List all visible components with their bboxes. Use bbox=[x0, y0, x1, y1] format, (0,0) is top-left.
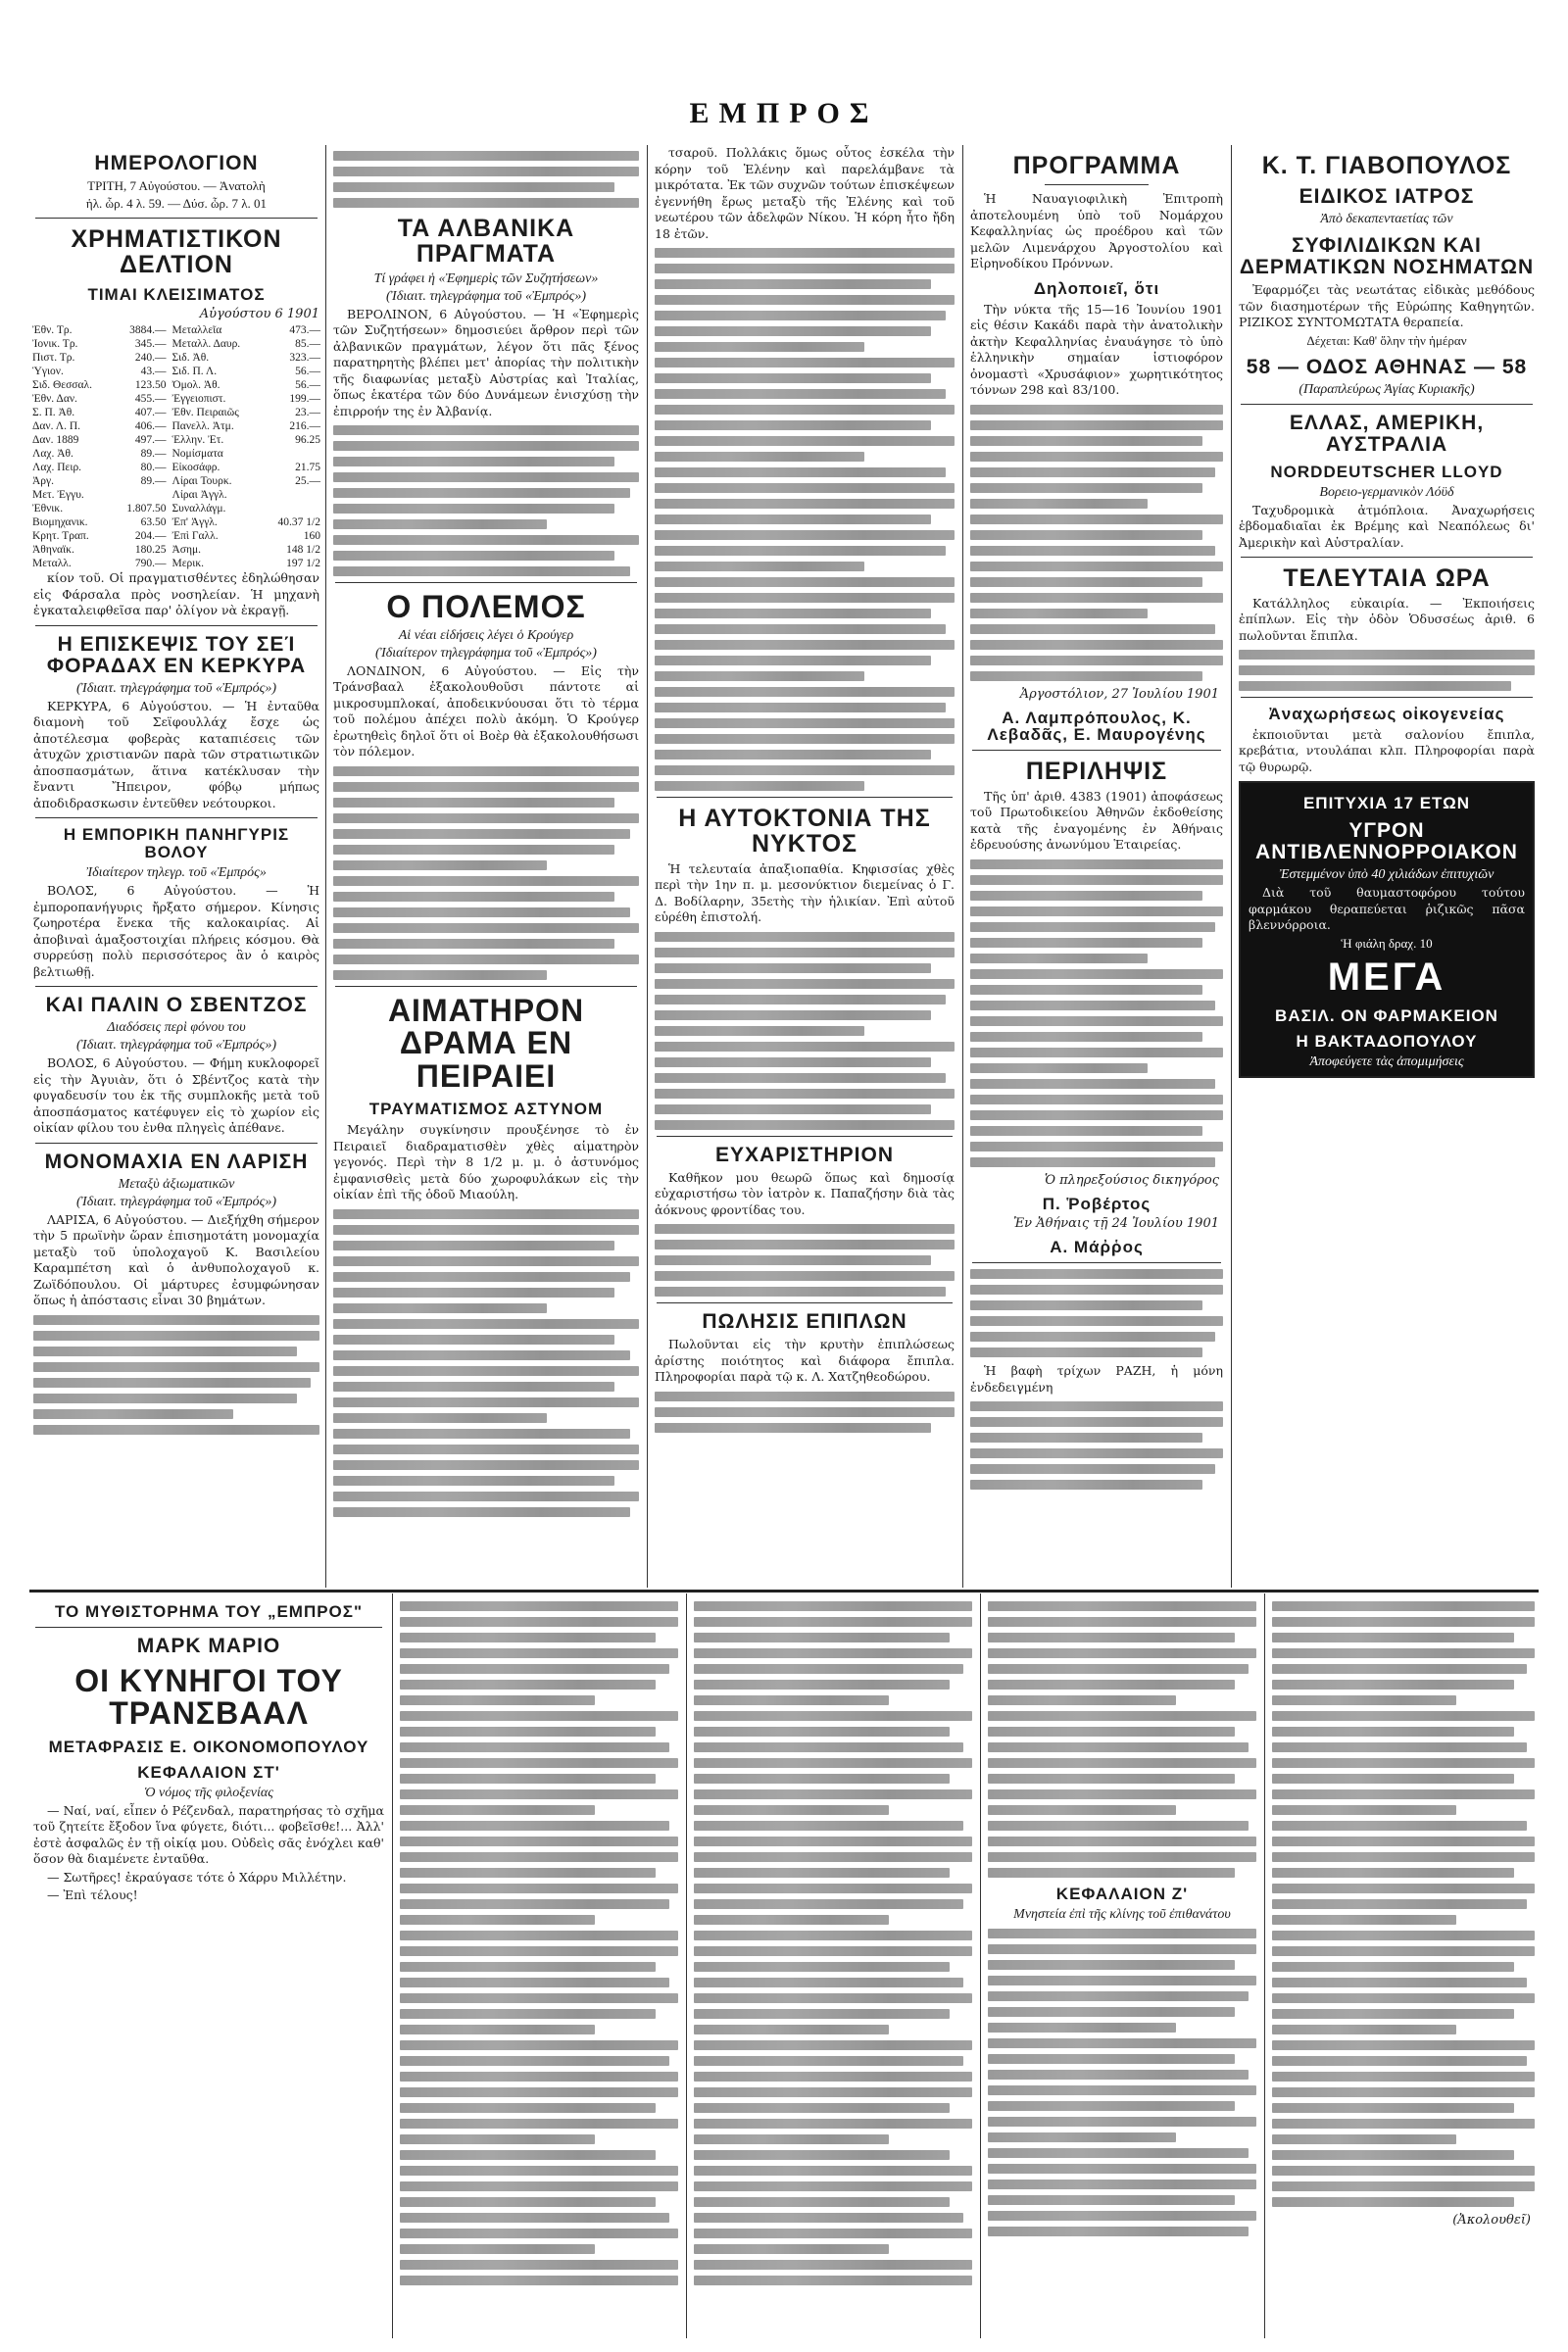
market-price: 323.— bbox=[289, 352, 320, 365]
column-rule bbox=[1264, 1593, 1265, 2338]
text-filler bbox=[970, 1269, 1223, 1357]
perilipsis-signature-label: Ὁ πληρεξούσιος δικηγόρος bbox=[1044, 1172, 1219, 1188]
market-price: 790.— bbox=[134, 558, 167, 570]
market-security-name: Μετ. Ἐγγυ. bbox=[32, 489, 84, 502]
serial-column-1 bbox=[29, 1595, 388, 2340]
suicide-headline: Η ΑΥΤΟΚΤΟΝΙΑ ΤΗΣ ΝΥΚΤΟΣ bbox=[678, 805, 931, 858]
remedy-subtitle: Ἐστεμμένον ὑπὸ 40 χιλιάδων ἐπιτυχιῶν bbox=[1279, 867, 1494, 883]
market-price: 407.— bbox=[134, 407, 167, 419]
notice-date: Ἀργοστόλιον, 27 Ἰουλίου 1901 bbox=[1019, 686, 1219, 702]
volos-text: ΒΟΛΟΣ, 6 Αὐγούστου. — Ἡ ἐμποροπανήγυρις ἤρξατο σήμερον. Κίνησις ζωηροτέρα ἕνεκα τῆς καλοκαιρίας. Αἱ ἀποβιναὶ ἁμαξοστοιχίαι πλήρεις κόσμου. Θὰ συρρεύσῃ πολὺ περισσότερος ἂν ὁ καιρὸς βελτιωθῇ. bbox=[33, 883, 319, 979]
doctor-name: Κ. Τ. ΓΙΑΒΟΠΟΥΛΟΣ bbox=[1261, 152, 1512, 179]
almanac-title: ΗΜΕΡΟΛΟΓΙΟΝ bbox=[94, 152, 259, 174]
drama-text: Μεγάλην συγκίνησιν προυξένησε τὸ ἐν Πειραιεῖ διαδραματισθὲν χθὲς αἱματηρὸν γεγονός. Περὶ τὴν 8 1/2 μ. μ. ὁ ἀστυνόμος ἐμφανισθεὶς μετὰ δύο χωροφυλάκων εἰς τὴν οἰκίαν ἐπὶ τῆς ὁδοῦ Μιαούλη. bbox=[333, 1122, 639, 1202]
market-security-name: Ἀργ. bbox=[32, 475, 55, 488]
separator bbox=[35, 817, 318, 818]
market-security-name: Μεταλλεῖα bbox=[172, 324, 222, 337]
market-subtitle: ΤΙΜΑΙ ΚΛΕΙΣΙΜΑΤΟΣ bbox=[87, 284, 266, 304]
kerkyra-subhead: (Ἰδιαιτ. τηλεγράφημα τοῦ «Ἐμπρός») bbox=[76, 680, 276, 696]
remedy-big-word: ΜΕΓΑ bbox=[1327, 955, 1446, 999]
market-security-name: Ἐπ' Ἀγγλ. bbox=[172, 516, 218, 529]
suicide-text: Ἡ τελευταία ἀπαξιοπαθία. Κηφισσίας χθὲς περὶ τὴν 1ην π. μ. μεσονύκτιον διεμείνας ὁ Γ. Δ. Βοδίλαρην, 35ετὴς τὴν ἡλικίαν. Ἐπὶ αὐτοῦ εὑρέθη ἐπιστολή. bbox=[655, 860, 955, 924]
market-table-row bbox=[29, 433, 323, 447]
albania-headline: ΤΑ ΑΛΒΑΝΙΚΑ ΠΡΑΓΜΑΤΑ bbox=[397, 215, 575, 269]
text-filler bbox=[333, 425, 639, 576]
market-security-name: Βιομηχανικ. bbox=[32, 516, 88, 529]
serial-chapter: ΚΕΦΑΛΑΙΟΝ ΣΤ' bbox=[137, 1762, 280, 1782]
text-filler bbox=[1239, 650, 1535, 691]
drama-headline: ΑΙΜΑΤΗΡΟΝ ΔΡΑΜΑ ΕΝ ΠΕΙΡΑΙΕΙ bbox=[387, 992, 585, 1094]
declares-heading: Δηλοποιεῖ, ὅτι bbox=[1033, 278, 1160, 298]
market-price: 180.25 bbox=[134, 544, 167, 557]
market-price: 216.— bbox=[289, 420, 320, 433]
perilipsis-headline: ΠΕΡΙΛΗΨΙΣ bbox=[1025, 758, 1168, 786]
remedy-price: Ἡ φιάλη δραχ. 10 bbox=[1341, 935, 1433, 951]
perilipsis-date: Ἐν Ἀθήναις τῇ 24 Ἰουλίου 1901 bbox=[1013, 1216, 1219, 1232]
market-price: 43.— bbox=[140, 366, 167, 378]
furniture-headline: ΠΩΛΗΣΙΣ ΕΠΙΠΛΩΝ bbox=[702, 1310, 907, 1334]
market-price: 197 1/2 bbox=[286, 558, 320, 570]
almanac-line: ΤΡΙΤΗ, 7 Αὐγούστου. — Ἀνατολὴ bbox=[87, 178, 266, 194]
sventzos-text: ΒΟΛΟΣ, 6 Αὐγούστου. — Φήμη κυκλοφορεῖ εἰς τὴν Ἀγυιὰν, ὅτι ὁ Σβέντζος κατὰ τὴν φυγαδευσίν του ἐκ τῆς συμπλοκῆς μετὰ τοῦ ἀποσπάσματος κατέφυγεν εἰς τὸ χωρίον εἰς οἰκίαν φίλου του ἐνθα πληγεὶς ἀπέθανε. bbox=[33, 1055, 319, 1136]
thanks-headline: ΕΥΧΑΡΙΣΤΗΡΙΟΝ bbox=[715, 1143, 894, 1166]
market-security-name: Πανελλ. Ἀτμ. bbox=[172, 420, 234, 433]
text-filler bbox=[333, 1209, 639, 1517]
column-2 bbox=[329, 145, 643, 1586]
market-price bbox=[263, 488, 323, 502]
market-price: 160 bbox=[303, 530, 320, 543]
serial-chapter-title: Ὁ νόμος τῆς φιλοξενίας bbox=[144, 1785, 273, 1800]
text-filler bbox=[333, 766, 639, 980]
market-price: 199.— bbox=[289, 393, 320, 406]
serial-column-4 bbox=[984, 1595, 1260, 2340]
lloyd-text: Ταχυδρομικὰ ἀτμόπλοια. Ἀναχωρήσεις ἑβδομαδιαῖαι ἐκ Βρέμης καὶ Νεαπόλεως δι' Ἀμερικὴν καὶ Αὐστραλίαν. bbox=[1239, 502, 1535, 550]
departure-text: ἐκποιοῦνται μετὰ σαλονίου ἔπιπλα, κρεβάτια, ντουλάπαι κλπ. Πληροφορίαι παρὰ τῷ θυρωρῷ. bbox=[1239, 726, 1535, 774]
doctor-text: Ἐφαρμόζει τὰς νεωτάτας εἰδικὰς μεθόδους τῶν διασημοτέρων τῆς Εὐρώπης Καθηγητῶν. ΡΙΖΙΚΟΣ ΣΥΝΤΟΜΩΤΑΤΑ θεραπεία. bbox=[1239, 282, 1535, 330]
market-security-name: Εἰκοσάφρ. bbox=[172, 462, 220, 474]
text-filler bbox=[1272, 1601, 1535, 2207]
larisa-text: ΛΑΡΙΣΑ, 6 Αὐγούστου. — Διεξήχθη σήμερον τὴν 5 πρωϊνὴν ὥραν ἐπισημοτάτη μονομαχία μεταξὺ τοῦ ὑπολοχαγοῦ Κ. Βασιλείου Καραμπέτση καὶ ὁ ἀνθυπολοχαγοῦ κ. Ζωϊδόπουλου. Οἱ μάρτυρες ἐσυμφώνησαν ὅπως ἡ ἀπόστασις εἶναι 30 βημάτων. bbox=[33, 1211, 319, 1308]
market-security-name: Ἐθνικ. bbox=[32, 503, 64, 515]
market-price: 89.— bbox=[140, 475, 167, 488]
doctor-address-note: (Παραπλεύρως Ἁγίας Κυριακῆς) bbox=[1298, 381, 1475, 397]
market-table-row bbox=[29, 461, 323, 474]
market-price bbox=[263, 447, 323, 461]
column-1 bbox=[29, 145, 323, 1586]
war-subhead: Αἱ νέαι εἰδήσεις λέγει ὁ Κρούγερ bbox=[398, 627, 574, 643]
perilipsis-signature-name: Π. Ῥοβέρτος bbox=[1042, 1194, 1152, 1213]
market-security-name: Δαν. 1889 bbox=[32, 434, 79, 447]
column-rule bbox=[392, 1593, 393, 2338]
market-security-name: Ὑγιον. bbox=[32, 366, 64, 378]
column-5 bbox=[1235, 145, 1539, 1586]
separator bbox=[35, 1143, 318, 1144]
separator bbox=[1045, 184, 1149, 185]
market-table-row bbox=[29, 323, 323, 337]
text-filler bbox=[970, 1401, 1223, 1490]
column-rule bbox=[1231, 145, 1232, 1588]
market-table-row bbox=[29, 365, 323, 378]
war-headline: Ο ΠΟΛΕΜΟΣ bbox=[386, 589, 586, 624]
albania-subhead: Τί γράφει ἡ «Ἐφημερὶς τῶν Συζητήσεων» bbox=[373, 270, 599, 286]
market-table-row bbox=[29, 557, 323, 570]
market-security-name: Μεταλλ. Δαυρ. bbox=[172, 338, 241, 351]
separator bbox=[335, 582, 637, 583]
text-filler bbox=[33, 1315, 319, 1435]
market-price bbox=[263, 502, 323, 515]
volos-headline: Η ΕΜΠΟΡΙΚΗ ΠΑΝΗΓΥΡΙΣ ΒΟΛΟΥ bbox=[63, 825, 290, 862]
market-price: 40.37 1/2 bbox=[277, 516, 320, 529]
larisa-subhead: Μεταξὺ ἀξιωματικῶν bbox=[118, 1176, 235, 1192]
market-price: 473.— bbox=[289, 324, 320, 337]
lloyd-subtitle-2: Βορειο-γερμανικὸν Λόϋδ bbox=[1319, 484, 1454, 500]
perilipsis-text: Τῆς ὑπ' ἀριθ. 4383 (1901) ἀποφάσεως τοῦ Πρωτοδικείου Ἀθηνῶν ἐκδοθείσης κατὰ τῆς ἐναγομένης ἐν Ἀθήναις ἐδρευούσης ἀνωνύμου Ἑταιρείας. bbox=[970, 788, 1223, 853]
market-security-name: Ἐγγειοπιστ. bbox=[172, 393, 226, 406]
notice-signatures: Α. Λαμπρόπουλος, Κ. Λεβαδᾶς, Ε. Μαυρογένης bbox=[987, 708, 1206, 745]
separator bbox=[1241, 404, 1533, 405]
market-table-row bbox=[29, 447, 323, 461]
market-security-name: Ἀσημ. bbox=[172, 544, 202, 557]
sventzos-headline: ΚΑΙ ΠΑΛΙΝ Ο ΣΒΕΝΤΖΟΣ bbox=[45, 994, 308, 1017]
separator bbox=[35, 1627, 382, 1628]
market-date: Αὐγούστου 6 1901 bbox=[199, 307, 319, 322]
sventzos-subhead: Διαδόσεις περὶ φόνου του bbox=[107, 1020, 246, 1036]
market-price: 89.— bbox=[140, 448, 167, 461]
doctor-title: ΕΙΔΙΚΟΣ ΙΑΤΡΟΣ bbox=[1298, 185, 1475, 209]
remedy-title: ΥΓΡΟΝ ΑΝΤΙΒΛΕΝΝΟΡΡΟΙΑΚΟΝ bbox=[1255, 819, 1518, 864]
serial-translator: ΜΕΤΑΦΡΑΣΙΣ Ε. ΟΙΚΟΝΟΜΟΠΟΥΛΟΥ bbox=[48, 1738, 369, 1757]
text-filler bbox=[655, 932, 955, 1130]
market-price: 345.— bbox=[134, 338, 167, 351]
market-security-name: Μεταλλ. bbox=[32, 558, 72, 570]
remedy-top: ΕΠΙΤΥΧΙΑ 17 ΕΤΩΝ bbox=[1302, 794, 1471, 813]
market-table-row bbox=[29, 406, 323, 419]
market-price: 56.— bbox=[295, 379, 320, 392]
text-filler bbox=[333, 151, 639, 208]
market-security-name: Ἀθηναϊκ. bbox=[32, 544, 74, 557]
serial-text: — Ναί, ναί, εἶπεν ὁ Ρέζενδαλ, παρατηρήσας τὸ σχῆμα τοῦ ζητείτε ἔξοδον ἵνα φύγετε, διότι... φοβεῖσθε!... Ἀλλ' ἐστὲ ἀσφαλῶς ἐν τῇ οἰκίᾳ μου. Οὐδεὶς σᾶς ἐνόχλει καθ' ὅσον θὰ διαμένετε ἐνταῦθα. bbox=[33, 1802, 384, 1867]
market-price: 56.— bbox=[295, 366, 320, 378]
remedy-pharmacy: ΒΑΣΙΛ. ΟΝ ΦΑΡΜΑΚΕΙΟΝ bbox=[1275, 1005, 1498, 1025]
market-price: 23.— bbox=[295, 407, 320, 419]
lloyd-subtitle: NORDDEUTSCHER LLOYD bbox=[1270, 463, 1503, 482]
remedy-advertisement bbox=[1239, 781, 1535, 1077]
doctor-specialty: ΣΥΦΙΛΙΔΙΚΩΝ ΚΑΙ ΔΕΡΜΑΤΙΚΩΝ ΝΟΣΗΜΑΤΩΝ bbox=[1239, 234, 1535, 279]
market-table-row bbox=[29, 515, 323, 529]
remedy-text: Διὰ τοῦ θαυμαστοφόρου τούτου φαρμάκου θεραπεύεται ῥιζικῶς πᾶσα βλεννόρροια. bbox=[1249, 885, 1525, 933]
text-filler bbox=[400, 1601, 678, 2285]
market-price: 455.— bbox=[134, 393, 167, 406]
market-security-name: Λίραι Τουρκ. bbox=[172, 475, 232, 488]
market-price: 25.— bbox=[295, 475, 320, 488]
market-note: κίον τοῦ. Οἱ πραγματισθέντες ἐδηλώθησαν εἰς Φάρσαλα πρὸς νοσηλείαν. Ἡ μηχανὴ ἐγκαταλειφθεῖσα παρ' ὀλίγον νὰ ἐκραγῇ. bbox=[33, 570, 319, 618]
market-table-row bbox=[29, 351, 323, 365]
larisa-subhead-2: (Ἰδιαιτ. τηλεγράφημα τοῦ «Ἐμπρός») bbox=[76, 1194, 276, 1209]
lloyd-title: ΕΛΛΑΣ, ΑΜΕΡΙΚΗ, ΑΥΣΤΡΑΛΙΑ bbox=[1289, 411, 1485, 456]
market-table-row bbox=[29, 529, 323, 543]
separator bbox=[972, 750, 1221, 751]
market-security-name: Νομίσματα bbox=[172, 448, 223, 461]
market-table-row bbox=[29, 543, 323, 557]
separator bbox=[1241, 557, 1533, 558]
text-filler bbox=[655, 1392, 955, 1433]
market-price: 240.— bbox=[134, 352, 167, 365]
market-table-row bbox=[29, 419, 323, 433]
serial-exclaim: — Σωτῆρες! ἐκραύγασε τότε ὁ Χάρρυ Μιλλέτην. bbox=[47, 1869, 347, 1885]
second-signature: Α. Μάῤῥος bbox=[1050, 1238, 1144, 1257]
continued-text: τσαροῦ. Πολλάκις ὅμως οὗτος ἐσκέλα τὴν κόρην τοῦ Ἑλένην καὶ παρελάμβανε τὰ μικρότατα. Ἐκ τῶν συχνῶν τούτων ἐπισκέψεων ἐγεννήθη ἔρως μεταξὺ τῆς Ἑλένης καὶ τοῦ νεωτέρου τῶν ἀδελφῶν Νίκου. Ἡ κόρη ἦτο ἤδη 18 ἐτῶν. bbox=[655, 145, 956, 241]
market-security-name: Λαχ. Πειρ. bbox=[32, 462, 82, 474]
market-price: 148 1/2 bbox=[286, 544, 320, 557]
sventzos-subhead-2: (Ἰδιαιτ. τηλεγράφημα τοῦ «Ἐμπρός») bbox=[76, 1038, 276, 1054]
text-filler bbox=[988, 1601, 1256, 1878]
serial-column-3 bbox=[690, 1595, 976, 2340]
market-title: ΧΡΗΜΑΤΙΣΤΙΚΟΝ ΔΕΛΤΙΟΝ bbox=[71, 225, 282, 279]
masthead-title: ΕΜΠΡΟΣ bbox=[689, 97, 879, 129]
market-price: 497.— bbox=[134, 434, 167, 447]
column-rule bbox=[962, 145, 963, 1588]
column-rule bbox=[325, 145, 326, 1588]
section-rule bbox=[29, 1590, 1539, 1592]
market-security-name: Κρητ. Τραπ. bbox=[32, 530, 89, 543]
market-security-name: Σ. Π. Ἀθ. bbox=[32, 407, 75, 419]
volos-subhead: Ἰδιαίτερον τηλεγρ. τοῦ «Ἐμπρός» bbox=[86, 865, 267, 881]
market-security-name: Λαχ. Ἀθ. bbox=[32, 448, 74, 461]
departure-headline: Ἀναχωρήσεως οἰκογενείας bbox=[1268, 705, 1505, 724]
razi-ad: Ἡ βαφὴ τρίχων ΡΑΖΗ, ἡ μόνη ἐνδεδειγμένη bbox=[970, 1363, 1223, 1395]
text-filler bbox=[988, 1929, 1256, 2236]
almanac-line-2: ἡλ. ὧρ. 4 λ. 59. — Δύσ. ὧρ. 7 λ. 01 bbox=[85, 196, 268, 212]
market-security-name: Σιδ. Θεσσαλ. bbox=[32, 379, 92, 392]
column-rule bbox=[686, 1593, 687, 2338]
market-table-row bbox=[29, 392, 323, 406]
market-security-name: Σιδ. Ἀθ. bbox=[172, 352, 210, 365]
text-filler bbox=[694, 1601, 972, 2285]
market-security-name: Ἐπὶ Γαλλ. bbox=[172, 530, 219, 543]
lasthour-text: Κατάλληλος εὐκαιρία. — Ἐκποιήσεις ἐπίπλων. Εἰς τὴν ὁδὸν Ὁδυσσέως ἀριθ. 6 πωλοῦνται ἔπιπλα. bbox=[1239, 595, 1535, 643]
market-table-row bbox=[29, 337, 323, 351]
market-table-row bbox=[29, 488, 323, 502]
market-security-name: Δαν. Λ. Π. bbox=[32, 420, 81, 433]
kerkyra-text: ΚΕΡΚΥΡΑ, 6 Αὐγούστου. — Ἡ ἐνταῦθα διαμονὴ τοῦ Σεϊφουλλάχ ἔσχε ὡς ἀποτέλεσμα φοβερὰς καταπιέσεις τῶν ἀτυχῶν χριστιανῶν παρὰ τῶν στρατιωτικῶν ἀποσπασμάτων, ἅτινα κατέκλυσαν τὴν ἔναντι Ἤπειρον, φόβῳ μήπως ἀποδιδρασκωσιν ἐντεῦθεν νεότουρκοι. bbox=[33, 698, 319, 810]
column-rule bbox=[980, 1593, 981, 2338]
serial-chapter-2-title: Μνηστεία ἐπὶ τῆς κλίνης τοῦ ἐπιθανάτου bbox=[1013, 1906, 1231, 1922]
market-security-name: Ἐθν. Πειραιῶς bbox=[172, 407, 239, 419]
market-price: 3884.— bbox=[129, 324, 167, 337]
text-filler bbox=[655, 248, 955, 791]
market-security-name: Πιστ. Τρ. bbox=[32, 352, 75, 365]
albania-subhead-2: (Ἰδιαιτ. τηλεγράφημα τοῦ «Ἐμπρός») bbox=[386, 288, 586, 304]
market-table bbox=[29, 323, 323, 570]
market-price: 204.— bbox=[134, 530, 167, 543]
market-price: 80.— bbox=[140, 462, 167, 474]
doctor-address: 58 — ΟΔΟΣ ΑΘΗΝΑΣ — 58 bbox=[1246, 355, 1528, 378]
serial-continued: (Ἀκολουθεῖ) bbox=[1452, 2213, 1531, 2228]
column-3 bbox=[651, 145, 958, 1586]
separator bbox=[657, 1136, 953, 1137]
thanks-text: Καθῆκον μου θεωρῶ ὅπως καὶ δημοσίᾳ εὐχαριστήσω τὸν ἰατρὸν κ. Παπαζήσην διὰ τὰς ἀόκνους φροντίδας του. bbox=[655, 1169, 955, 1217]
lasthour-headline: ΤΕΛΕΥΤΑΙΑ ΩΡΑ bbox=[1283, 564, 1491, 593]
programma-text: Ἡ Ναυαγιοφιλικὴ Ἐπιτροπὴ ἀποτελουμένη ὑπὸ τοῦ Νομάρχου Κεφαλληνίας ὡς προέδρου καὶ τῶν μελῶν Λιμενάρχου Ἀργοστολίου καὶ Εἰρηνοδίκου Πρόννων. bbox=[970, 191, 1223, 271]
separator bbox=[35, 218, 318, 219]
albania-text: ΒΕΡΟΛΙΝΟΝ, 6 Αὐγούστου. — Ἡ «Ἐφημερὶς τῶν Συζητήσεων» δημοσιεύει ἄρθρον περὶ τῶν ἀλβανικῶν πραγμάτων, λέγον ὅτι πᾶς ξένος παρατηρητὴς βλέπει μετ' ἀπορίας τὴν πολιτικὴν τῆς διαφωνίας μεταξὺ Αὐστρίας καὶ Ἰταλίας, ὅπως ἑκατέρα τῶν δύο Δυνάμεων ἐνισχύσῃ τὴν ἐπιρροήν της ἐν Ἀλβανίᾳ. bbox=[333, 306, 639, 418]
serial-header: ΤΟ ΜΥΘΙΣΤΟΡΗΜΑ ΤΟΥ „ΕΜΠΡΟΣ" bbox=[54, 1602, 364, 1621]
market-security-name: Ὀμολ. Ἀθ. bbox=[172, 379, 220, 392]
market-table-row bbox=[29, 378, 323, 392]
doctor-subtitle: Ἀπὸ δεκαπενταετίας τῶν bbox=[1320, 212, 1453, 227]
market-security-name: Ἐθν. Δαν. bbox=[32, 393, 77, 406]
separator bbox=[657, 1302, 953, 1303]
serial-column-2 bbox=[396, 1595, 682, 2340]
market-table-row bbox=[29, 474, 323, 488]
separator bbox=[1241, 697, 1533, 698]
remedy-avoid: Ἀποφεύγετε τὰς ἀπομιμήσεις bbox=[1309, 1054, 1464, 1069]
market-table-row bbox=[29, 502, 323, 515]
war-text: ΛΟΝΔΙΝΟΝ, 6 Αὐγούστου. — Εἰς τὴν Τράνσβααλ ἐξακολουθοῦσι πάντοτε αἱ μικροσυμπλοκαί, ἀποδεικνύουσαι ὅτι τὸ τέρμα τοῦ πολέμου ἀπέχει πολὺ ἀκόμη. Ὁ Κρούγερ ἐρωτηθεὶς δηλοῖ ὅτι οἱ Βοὲρ θὰ ἐξακολουθήσωσι τὸν πόλεμον. bbox=[333, 662, 639, 760]
market-price: 406.— bbox=[134, 420, 167, 433]
market-price: 21.75 bbox=[295, 462, 320, 474]
separator bbox=[35, 625, 318, 626]
furniture-text: Πωλοῦνται εἰς τὴν κρυτὴν ἐπιπλώσεως ἀρίστης ποιότητος καὶ διάφορα ἔπιπλα. Πληροφορίαι παρὰ τῷ κ. Λ. Χατζηθεοδώρου. bbox=[655, 1337, 955, 1385]
remedy-pharmacy-2: Η ΒΑΚΤΑΔΟΠΟΥΛΟΥ bbox=[1296, 1031, 1478, 1051]
separator bbox=[972, 1262, 1221, 1263]
separator bbox=[657, 797, 953, 798]
serial-chapter-2: ΚΕΦΑΛΑΙΟΝ Ζ' bbox=[1055, 1885, 1189, 1903]
war-subhead-2: (Ἰδιαίτερον τηλεγράφημα τοῦ «Ἐμπρός») bbox=[375, 645, 597, 661]
programma-headline: ΠΡΟΓΡΑΜΜΑ bbox=[1012, 152, 1181, 179]
larisa-headline: ΜΟΝΟΜΑΧΙΑ ΕΝ ΛΑΡΙΣΗ bbox=[44, 1150, 309, 1173]
market-price: 1.807.50 bbox=[126, 503, 167, 515]
text-filler bbox=[655, 1224, 955, 1297]
drama-subhead: ΤΡΑΥΜΑΤΙΣΜΟΣ ΑΣΤΥΝΟΜ bbox=[368, 1100, 604, 1119]
column-4 bbox=[966, 145, 1227, 1586]
market-price: 63.50 bbox=[140, 516, 167, 529]
separator bbox=[335, 986, 637, 987]
serial-column-5 bbox=[1268, 1595, 1539, 2340]
serial-end-line: — Ἐπὶ τέλους! bbox=[47, 1887, 138, 1903]
serial-author: ΜΑΡΚ ΜΑΡΙΟ bbox=[136, 1634, 281, 1657]
market-security-name: Λίραι Ἀγγλ. bbox=[172, 489, 227, 502]
market-price bbox=[112, 488, 169, 502]
doctor-hours: Δέχεται: Καθ' ὅλην τὴν ἡμέραν bbox=[1306, 332, 1467, 348]
separator bbox=[35, 986, 318, 987]
market-security-name: Ἐθν. Τρ. bbox=[32, 324, 73, 337]
market-security-name: Συναλλάγμ. bbox=[172, 503, 226, 515]
notice-text: Τὴν νύκτα τῆς 15—16 Ἰουνίου 1901 εἰς θέσιν Κακάδι παρὰ τὴν ἀνατολικὴν ἀκτὴν Κεφαλληνίας ἐναυάγησε τὸ ὑπὸ ἑλληνικὴν σημαίαν ἱστιοφόρον ὀνομαστὶ «Χρυσάφιον» χωρητικότητος τόννων 298 καὶ 83/100. bbox=[970, 301, 1223, 398]
column-rule bbox=[647, 145, 648, 1588]
market-security-name: Ἰονικ. Τρ. bbox=[32, 338, 78, 351]
market-security-name: Μερικ. bbox=[172, 558, 205, 570]
serial-title: ΟΙ ΚΥΝΗΓΟΙ ΤΟΥ ΤΡΑΝΣΒΑΑΛ bbox=[74, 1662, 343, 1732]
kerkyra-headline: Η ΕΠΙΣΚΕΨΙΣ ΤΟΥ ΣΕΊ ΦΟΡΑΔΑΧ ΕΝ ΚΕΡΚΥΡΑ bbox=[46, 632, 307, 677]
market-security-name: Σιδ. Π. Λ. bbox=[172, 366, 218, 378]
text-filler bbox=[970, 405, 1223, 681]
market-security-name: Ἑλλην. Ἐτ. bbox=[172, 434, 224, 447]
market-price: 96.25 bbox=[295, 434, 320, 447]
market-price: 123.50 bbox=[134, 379, 167, 392]
text-filler bbox=[970, 859, 1223, 1167]
market-price: 85.— bbox=[295, 338, 320, 351]
